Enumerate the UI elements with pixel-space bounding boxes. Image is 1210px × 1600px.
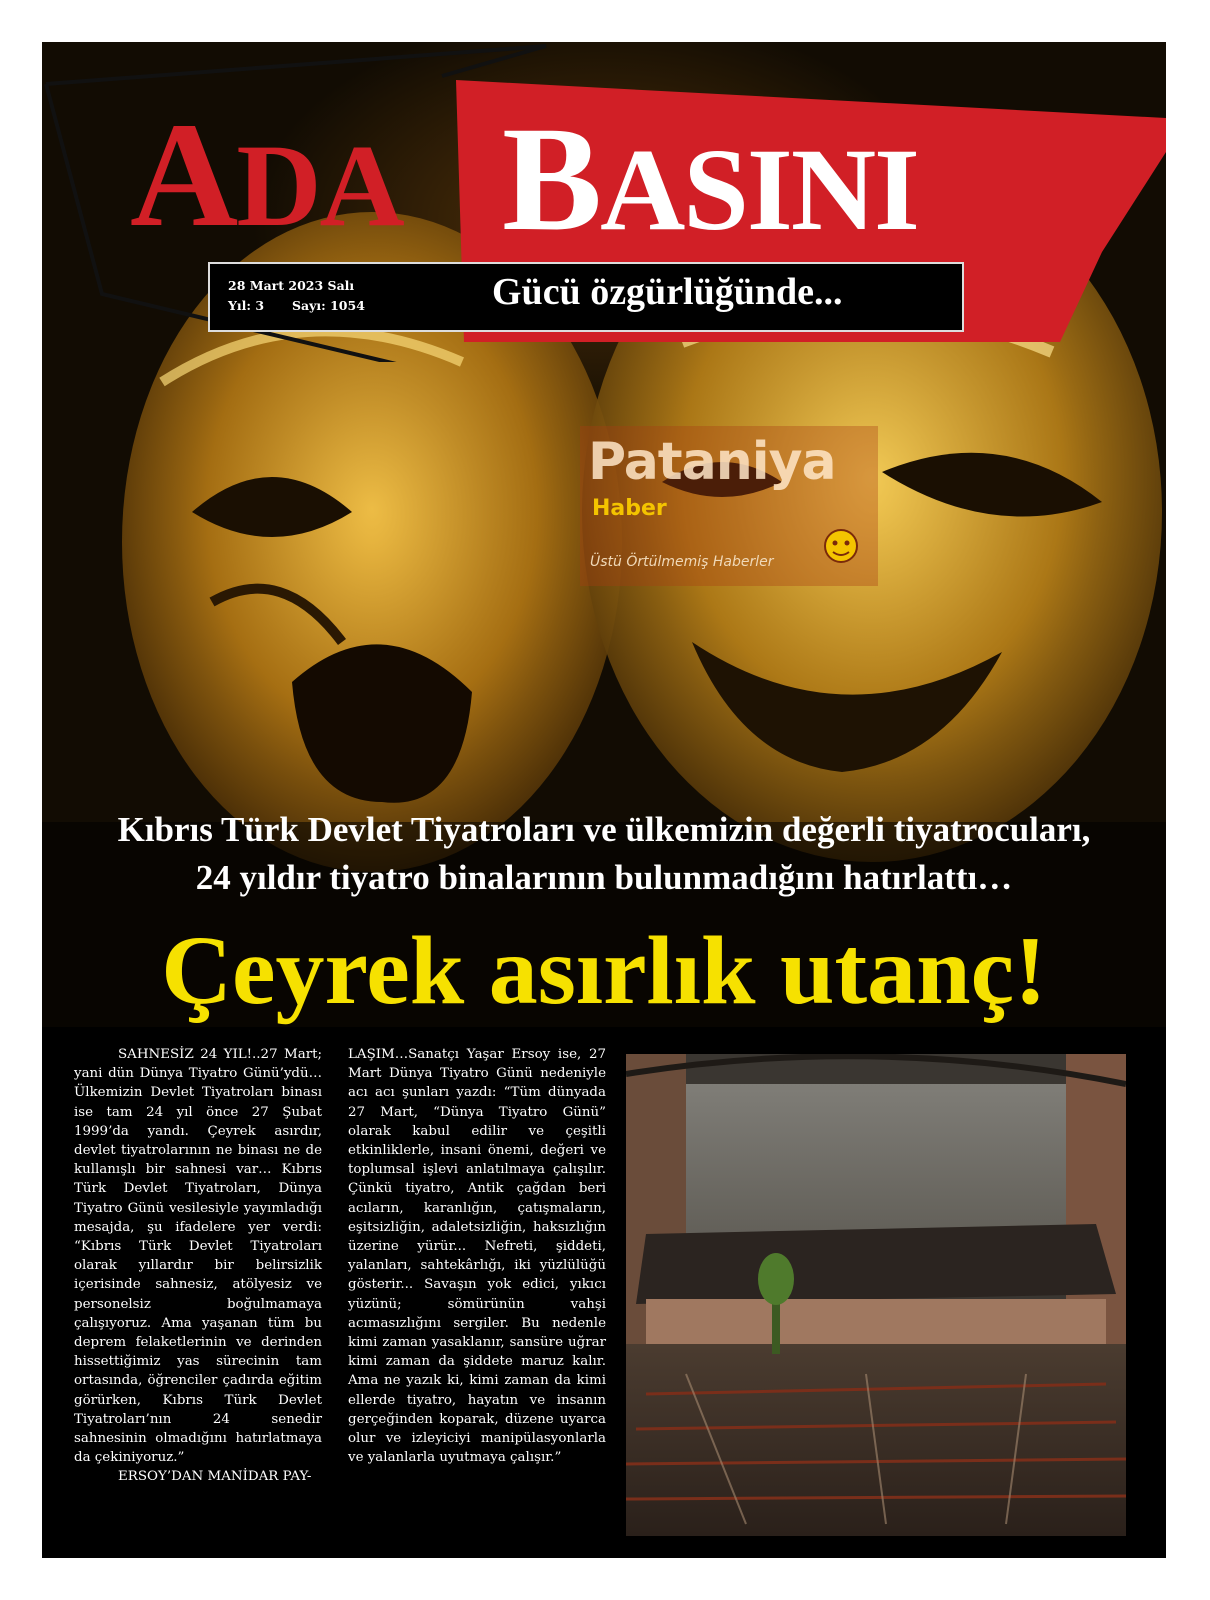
face-icon [820,526,862,568]
article-paragraph: LAŞIM…Sanatçı Yaşar Ersoy ise, 27 Mart Dünya Tiyatro Günü nedeniyle acı acı şunları yazdı: “Tüm dünyada 27 Mart, “Dünya Tiyatro Günü” olarak kabul edilir ve çeşitli etkinliklerle, insani önemi, değeri ve toplumsal işlevi anlatılmaya çalışılır. Çünkü tiyatro, Antik çağdan beri acıların, karanlığın, çatışmaların, eşitsizliğin, adaletsizliğin, haksızlığın üzerine yürür... Nefreti, şiddeti, yalanları, sahtekârlığı, iki yüzlülüğü gösterir... Savaşın yok edici, yıkıcı yüzünü; sömürünün vahşi acımasızlığını sergiler. Bu nedenle kimi zaman yasaklanır, sansüre uğrar kimi zaman da şiddete maruz kalır. Ama ne yazık ki, kimi zaman da kimi ellerde tiyatro, hayatın ve insanın gerçeğinden koparak, düzene uyarca olur ve izleyiciyi manipülasyonlarla ve yalanlarla uyutmaya çalışır.” [348,1047,606,1466]
article-paragraph: SAHNESİZ 24 YIL!..27 Mart; yani dün Dünya Tiyatro Günü’ydü… Ülkemizin Devlet Tiyatroları binası ise tam 24 yıl önce 27 Şubat 1999’da yandı. Çeyrek asırdır, devlet tiyatrolarının ne binası ne de kullanışlı bir sahnesi var… Kıbrıs Türk Devlet Tiyatroları, Dünya Tiyatro Günü vesilesiyle yayımladığı mesajda, şu ifadelere yer verdi: “Kıbrıs Türk Devlet Tiyatroları olarak yıllardır bir belirsizlik içerisinde sahnesiz, atölyesiz ve personelsiz boğulmamaya çalışıyoruz. Ama yaşanan tüm bu deprem felaketlerinin ve derinden hissettiğimiz yas sürecinin tam ortasında, öğrenciler çadırda eğitim görürken, Kıbrıs Türk Devlet Tiyatroları’nın 24 senedir sahnesinin olmadığını hatırlatmaya da çekiniyoruz.” [74,1047,322,1466]
article-column-2 [348,1045,606,1467]
issue-date: 28 Mart 2023 Salı [228,278,355,293]
issue-year: Yıl: 3 [228,298,265,313]
article-column-1 [74,1045,322,1487]
logo-basini: BASINI [502,96,918,262]
watermark-logo [580,426,878,586]
watermark-subtitle: Haber [592,496,667,521]
logo-ada: ADA [130,92,403,258]
burned-theatre-photo [626,1054,1126,1536]
subheadline-line-2: 24 yıldır tiyatro binalarının bulunmadığını hatırlattı… [195,858,1013,897]
article-paragraph: ERSOY’DAN MANİDAR PAY- [118,1469,312,1485]
front-page [42,42,1166,1558]
subheadline-line-1: Kıbrıs Türk Devlet Tiyatroları ve ülkemizin değerli tiyatrocuları, [117,810,1091,849]
main-headline: Çeyrek asırlık utanç! [161,917,1047,1025]
slogan: Gücü özgürlüğünde... [492,271,843,313]
burned-theatre-illustration [626,1054,1126,1536]
watermark-tagline: Üstü Örtülmemiş Haberler [590,554,774,570]
issue-number: Sayı: 1054 [292,298,365,313]
watermark-title: Pataniya [588,432,836,492]
date-slogan-box [208,262,964,332]
